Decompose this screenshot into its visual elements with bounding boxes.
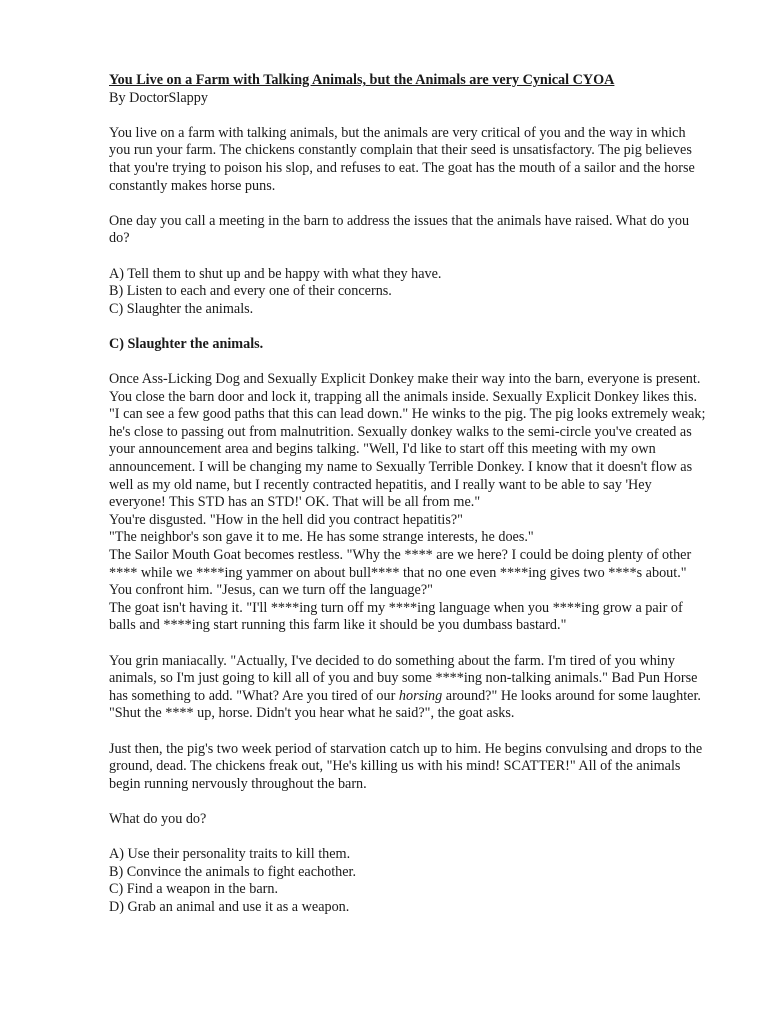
author-byline: By DoctorSlappy bbox=[109, 89, 208, 106]
intro-paragraph: You live on a farm with talking animals, but the animals are very critical of you and the way in which you run your farm. The chickens constantly complain that their seed is unsatisfactory. The pig believes that you're trying to poison his slop, and refuses to eat. The goat has the mouth of a sailor and the horse constantly makes horse puns. bbox=[109, 124, 695, 194]
option-b: B) Listen to each and every one of their concerns. bbox=[109, 283, 392, 300]
meeting-paragraph: One day you call a meeting in the barn to address the issues that the animals have raised. What do you do? bbox=[109, 212, 690, 247]
story-line: The goat isn't having it. "I'll ****ing turn off my ****ing language when you ****ing grow a pair of balls and ****ing start running this farm like it should be you dumbass bastard." bbox=[109, 599, 683, 634]
section-heading: C) Slaughter the animals. bbox=[109, 335, 264, 352]
story-line: You're disgusted. "How in the hell did you contract hepatitis?" bbox=[109, 511, 463, 528]
grin-paragraph bbox=[109, 653, 710, 706]
pig-death-paragraph: Just then, the pig's two week period of starvation catch up to him. He begins convulsing and drops to the ground, dead. The chickens freak out, "He's killing us with his mind! SCATTER!" All of the animals begin running nervously throughout the barn. bbox=[109, 740, 703, 792]
question-line: What do you do? bbox=[109, 810, 207, 827]
grin-text-start: You grin maniacally. "Actually, I've decided to do something about the farm. I'm tired of you whiny animals, so I'm just going to kill all of you and buy some ****ing non-talking animals." Bad Pun Horse has something to add. "What? Are you tired of our bbox=[109, 652, 698, 704]
story-block bbox=[109, 371, 710, 635]
option-b: B) Convince the animals to fight eachother. bbox=[109, 863, 357, 880]
goat-line: "Shut the **** up, horse. Didn't you hear what he said?", the goat asks. bbox=[109, 705, 515, 722]
grin-text-end: around?" He looks around for some laughter. bbox=[442, 687, 701, 704]
story-paragraph: Once Ass-Licking Dog and Sexually Explicit Donkey make their way into the barn, everyone is present. You close the barn door and lock it, trapping all the animals inside. Sexually Explicit Donkey likes this. "I can see a few good paths that this can lead down." He winks to the pig. The pig looks extremely weak; he's close to passing out from malnutrition. Sexually donkey walks to the semi-circle you've created as your announcement area and begins talking. "Well, I'd like to start off this meeting with my own announcement. I will be changing my name to Sexually Terrible Donkey. I know that it doesn't flow as well as my old name, but I recently contracted hepatitis, and I really want to be able to say 'Hey everyone! This STD has an STD!' OK. That will be all from me." bbox=[109, 371, 706, 511]
document-title: You Live on a Farm with Talking Animals, but the Animals are very Cynical CYOA bbox=[109, 72, 615, 88]
story-line: The Sailor Mouth Goat becomes restless. "Why the **** are we here? I could be doing plenty of other **** while we ****ing yammer on about bull**** that no one even ****ing gives two ****s about." bbox=[109, 547, 692, 581]
grin-text-italic: horsing bbox=[398, 687, 443, 704]
option-d: D) Grab an animal and use it as a weapon. bbox=[109, 898, 350, 915]
option-a: A) Use their personality traits to kill them. bbox=[109, 846, 351, 863]
option-c: C) Slaughter the animals. bbox=[109, 300, 254, 317]
story-line: "The neighbor's son gave it to me. He has some strange interests, he does." bbox=[109, 529, 534, 546]
story-line: You confront him. "Jesus, can we turn off the language?" bbox=[109, 582, 433, 599]
option-a: A) Tell them to shut up and be happy with what they have. bbox=[109, 265, 442, 282]
option-c: C) Find a weapon in the barn. bbox=[109, 881, 279, 898]
